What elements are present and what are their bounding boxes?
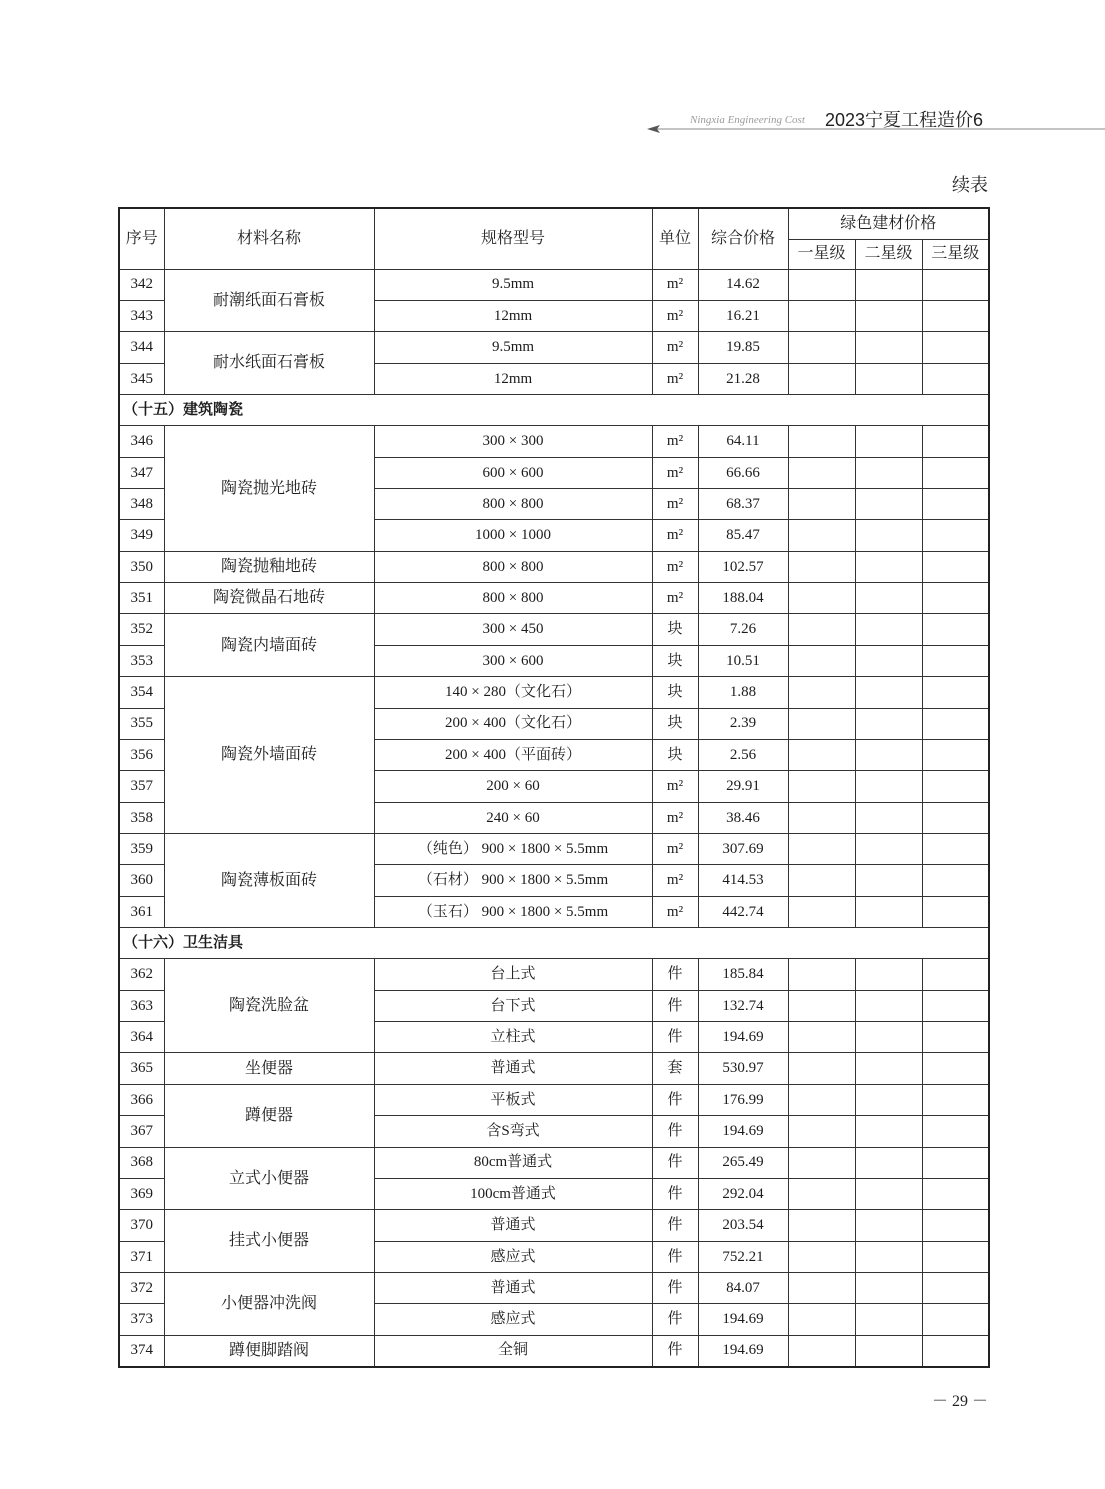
- running-head-english: Ningxia Engineering Cost: [690, 114, 805, 126]
- table-row: [119, 583, 989, 614]
- three-star-price-cell: [922, 1210, 989, 1241]
- one-star-price-cell: [788, 896, 855, 927]
- material-name-cell: 陶瓷抛光地砖: [164, 426, 374, 551]
- one-star-price-cell: [788, 1335, 855, 1366]
- composite-price-cell: 10.51: [698, 645, 788, 676]
- three-star-price-cell: [922, 614, 989, 645]
- spec-model-cell: 140 × 280（文化石）: [374, 677, 652, 708]
- three-star-price-cell: [922, 708, 989, 739]
- one-star-price-cell: [788, 990, 855, 1021]
- composite-price-cell: 194.69: [698, 1022, 788, 1053]
- one-star-price-cell: [788, 739, 855, 770]
- composite-price-cell: 19.85: [698, 332, 788, 363]
- serial-no-cell: 345: [119, 363, 164, 394]
- serial-no-cell: 362: [119, 959, 164, 990]
- section-row: [119, 394, 989, 425]
- one-star-price-cell: [788, 1084, 855, 1115]
- unit-cell: 件: [652, 1273, 698, 1304]
- table-body: [119, 269, 989, 1367]
- one-star-price-cell: [788, 426, 855, 457]
- three-star-price-cell: [922, 426, 989, 457]
- three-star-price-cell: [922, 1053, 989, 1084]
- unit-cell: m²: [652, 457, 698, 488]
- serial-no-cell: 343: [119, 300, 164, 331]
- material-name-cell: 陶瓷内墙面砖: [164, 614, 374, 677]
- unit-cell: m²: [652, 583, 698, 614]
- material-name-cell: 陶瓷抛釉地砖: [164, 551, 374, 582]
- one-star-price-cell: [788, 865, 855, 896]
- composite-price-cell: 29.91: [698, 771, 788, 802]
- spec-model-cell: 800 × 800: [374, 551, 652, 582]
- spec-model-cell: 感应式: [374, 1241, 652, 1272]
- three-star-price-cell: [922, 1273, 989, 1304]
- three-star-price-cell: [922, 990, 989, 1021]
- spec-model-cell: 300 × 450: [374, 614, 652, 645]
- unit-cell: 块: [652, 677, 698, 708]
- three-star-price-cell: [922, 583, 989, 614]
- spec-model-cell: 240 × 60: [374, 802, 652, 833]
- composite-price-cell: 21.28: [698, 363, 788, 394]
- two-star-price-cell: [855, 771, 922, 802]
- one-star-price-cell: [788, 332, 855, 363]
- two-star-price-cell: [855, 865, 922, 896]
- table-row: [119, 1210, 989, 1241]
- two-star-price-cell: [855, 300, 922, 331]
- serial-no-cell: 348: [119, 489, 164, 520]
- two-star-price-cell: [855, 645, 922, 676]
- continued-table-label: 续表: [952, 175, 988, 195]
- composite-price-cell: 85.47: [698, 520, 788, 551]
- one-star-price-cell: [788, 1178, 855, 1209]
- spec-model-cell: 300 × 300: [374, 426, 652, 457]
- composite-price-cell: 530.97: [698, 1053, 788, 1084]
- unit-cell: m²: [652, 489, 698, 520]
- two-star-price-cell: [855, 1053, 922, 1084]
- serial-no-cell: 356: [119, 739, 164, 770]
- composite-price-cell: 66.66: [698, 457, 788, 488]
- composite-price-cell: 132.74: [698, 990, 788, 1021]
- one-star-price-cell: [788, 520, 855, 551]
- table-row: [119, 426, 989, 457]
- unit-cell: 件: [652, 1116, 698, 1147]
- composite-price-cell: 64.11: [698, 426, 788, 457]
- two-star-price-cell: [855, 551, 922, 582]
- material-name-cell: 坐便器: [164, 1053, 374, 1084]
- two-star-price-cell: [855, 426, 922, 457]
- unit-cell: m²: [652, 426, 698, 457]
- three-star-price-cell: [922, 1335, 989, 1366]
- three-star-price-cell: [922, 300, 989, 331]
- serial-no-cell: 361: [119, 896, 164, 927]
- material-name-cell: 陶瓷微晶石地砖: [164, 583, 374, 614]
- one-star-price-cell: [788, 771, 855, 802]
- unit-cell: 块: [652, 708, 698, 739]
- material-name-cell: 陶瓷外墙面砖: [164, 677, 374, 834]
- two-star-price-cell: [855, 489, 922, 520]
- spec-model-cell: 12mm: [374, 363, 652, 394]
- serial-no-cell: 366: [119, 1084, 164, 1115]
- two-star-price-cell: [855, 520, 922, 551]
- serial-no-cell: 373: [119, 1304, 164, 1335]
- spec-model-cell: 立柱式: [374, 1022, 652, 1053]
- two-star-price-cell: [855, 1084, 922, 1115]
- serial-no-cell: 354: [119, 677, 164, 708]
- unit-cell: 件: [652, 990, 698, 1021]
- two-star-price-cell: [855, 1335, 922, 1366]
- three-star-price-cell: [922, 1022, 989, 1053]
- three-star-price-cell: [922, 896, 989, 927]
- two-star-price-cell: [855, 1210, 922, 1241]
- table-row: [119, 959, 989, 990]
- serial-no-cell: 371: [119, 1241, 164, 1272]
- spec-model-cell: 平板式: [374, 1084, 652, 1115]
- composite-price-cell: 185.84: [698, 959, 788, 990]
- spec-model-cell: 台上式: [374, 959, 652, 990]
- three-star-price-cell: [922, 363, 989, 394]
- serial-no-cell: 364: [119, 1022, 164, 1053]
- section-row: [119, 928, 989, 959]
- composite-price-cell: 102.57: [698, 551, 788, 582]
- two-star-price-cell: [855, 990, 922, 1021]
- one-star-price-cell: [788, 833, 855, 864]
- composite-price-cell: 2.39: [698, 708, 788, 739]
- composite-price-cell: 752.21: [698, 1241, 788, 1272]
- serial-no-cell: 349: [119, 520, 164, 551]
- one-star-price-cell: [788, 802, 855, 833]
- two-star-price-cell: [855, 739, 922, 770]
- material-price-table: [118, 207, 990, 1368]
- two-star-price-cell: [855, 1178, 922, 1209]
- composite-price-cell: 292.04: [698, 1178, 788, 1209]
- two-star-price-cell: [855, 833, 922, 864]
- material-name-cell: 挂式小便器: [164, 1210, 374, 1273]
- table-row: [119, 677, 989, 708]
- spec-model-cell: 9.5mm: [374, 269, 652, 300]
- spec-model-cell: 800 × 800: [374, 489, 652, 520]
- running-head-title: 2023宁夏工程造价6: [825, 110, 984, 130]
- one-star-price-cell: [788, 677, 855, 708]
- composite-price-cell: 265.49: [698, 1147, 788, 1178]
- three-star-price-cell: [922, 739, 989, 770]
- spec-model-cell: 80cm普通式: [374, 1147, 652, 1178]
- three-star-price-cell: [922, 520, 989, 551]
- three-star-price-cell: [922, 645, 989, 676]
- spec-model-cell: 9.5mm: [374, 332, 652, 363]
- serial-no-cell: 350: [119, 551, 164, 582]
- one-star-price-cell: [788, 363, 855, 394]
- composite-price-cell: 442.74: [698, 896, 788, 927]
- two-star-price-cell: [855, 614, 922, 645]
- header-composite-price: 综合价格: [698, 208, 788, 269]
- table-row: [119, 551, 989, 582]
- composite-price-cell: 14.62: [698, 269, 788, 300]
- material-name-cell: 立式小便器: [164, 1147, 374, 1210]
- serial-no-cell: 372: [119, 1273, 164, 1304]
- spec-model-cell: 含S弯式: [374, 1116, 652, 1147]
- spec-model-cell: （玉石） 900 × 1800 × 5.5mm: [374, 896, 652, 927]
- three-star-price-cell: [922, 1178, 989, 1209]
- one-star-price-cell: [788, 1273, 855, 1304]
- unit-cell: m²: [652, 865, 698, 896]
- material-name-cell: 陶瓷洗脸盆: [164, 959, 374, 1053]
- material-name-cell: 耐水纸面石膏板: [164, 332, 374, 395]
- unit-cell: 件: [652, 1178, 698, 1209]
- material-name-cell: 蹲便器: [164, 1084, 374, 1147]
- unit-cell: m²: [652, 332, 698, 363]
- two-star-price-cell: [855, 269, 922, 300]
- page-number: － 29 －: [931, 1393, 988, 1410]
- unit-cell: 件: [652, 1147, 698, 1178]
- table-header: [119, 208, 989, 269]
- spec-model-cell: 普通式: [374, 1053, 652, 1084]
- composite-price-cell: 203.54: [698, 1210, 788, 1241]
- table-row: [119, 1053, 989, 1084]
- two-star-price-cell: [855, 677, 922, 708]
- three-star-price-cell: [922, 332, 989, 363]
- two-star-price-cell: [855, 1273, 922, 1304]
- three-star-price-cell: [922, 269, 989, 300]
- section-title: （十五）建筑陶瓷: [119, 394, 989, 425]
- unit-cell: m²: [652, 771, 698, 802]
- one-star-price-cell: [788, 269, 855, 300]
- table-row: [119, 332, 989, 363]
- spec-model-cell: 200 × 400（文化石）: [374, 708, 652, 739]
- two-star-price-cell: [855, 959, 922, 990]
- one-star-price-cell: [788, 1147, 855, 1178]
- serial-no-cell: 359: [119, 833, 164, 864]
- one-star-price-cell: [788, 1022, 855, 1053]
- one-star-price-cell: [788, 489, 855, 520]
- one-star-price-cell: [788, 300, 855, 331]
- composite-price-cell: 188.04: [698, 583, 788, 614]
- two-star-price-cell: [855, 583, 922, 614]
- three-star-price-cell: [922, 457, 989, 488]
- header-spec-model: 规格型号: [374, 208, 652, 269]
- unit-cell: m²: [652, 833, 698, 864]
- section-title: （十六）卫生洁具: [119, 928, 989, 959]
- three-star-price-cell: [922, 1116, 989, 1147]
- two-star-price-cell: [855, 332, 922, 363]
- serial-no-cell: 358: [119, 802, 164, 833]
- two-star-price-cell: [855, 1241, 922, 1272]
- one-star-price-cell: [788, 551, 855, 582]
- spec-model-cell: 200 × 400（平面砖）: [374, 739, 652, 770]
- spec-model-cell: 100cm普通式: [374, 1178, 652, 1209]
- table-row: [119, 614, 989, 645]
- one-star-price-cell: [788, 1116, 855, 1147]
- running-head-arrow-icon: [647, 122, 1105, 136]
- unit-cell: m²: [652, 363, 698, 394]
- one-star-price-cell: [788, 1241, 855, 1272]
- serial-no-cell: 346: [119, 426, 164, 457]
- unit-cell: 件: [652, 1304, 698, 1335]
- two-star-price-cell: [855, 802, 922, 833]
- composite-price-cell: 2.56: [698, 739, 788, 770]
- material-name-cell: 小便器冲洗阀: [164, 1273, 374, 1336]
- composite-price-cell: 194.69: [698, 1116, 788, 1147]
- three-star-price-cell: [922, 833, 989, 864]
- serial-no-cell: 357: [119, 771, 164, 802]
- three-star-price-cell: [922, 677, 989, 708]
- table-row: [119, 1147, 989, 1178]
- spec-model-cell: 12mm: [374, 300, 652, 331]
- spec-model-cell: 600 × 600: [374, 457, 652, 488]
- serial-no-cell: 351: [119, 583, 164, 614]
- serial-no-cell: 353: [119, 645, 164, 676]
- spec-model-cell: （石材） 900 × 1800 × 5.5mm: [374, 865, 652, 896]
- three-star-price-cell: [922, 1147, 989, 1178]
- one-star-price-cell: [788, 1304, 855, 1335]
- spec-model-cell: 200 × 60: [374, 771, 652, 802]
- material-name-cell: 陶瓷薄板面砖: [164, 833, 374, 927]
- spec-model-cell: 全铜: [374, 1335, 652, 1366]
- one-star-price-cell: [788, 457, 855, 488]
- running-head: [647, 104, 1105, 138]
- serial-no-cell: 352: [119, 614, 164, 645]
- composite-price-cell: 38.46: [698, 802, 788, 833]
- serial-no-cell: 374: [119, 1335, 164, 1366]
- unit-cell: 件: [652, 1084, 698, 1115]
- spec-model-cell: 1000 × 1000: [374, 520, 652, 551]
- unit-cell: 件: [652, 1241, 698, 1272]
- unit-cell: 块: [652, 739, 698, 770]
- two-star-price-cell: [855, 1304, 922, 1335]
- material-name-cell: 耐潮纸面石膏板: [164, 269, 374, 332]
- serial-no-cell: 370: [119, 1210, 164, 1241]
- one-star-price-cell: [788, 1053, 855, 1084]
- serial-no-cell: 368: [119, 1147, 164, 1178]
- composite-price-cell: 307.69: [698, 833, 788, 864]
- three-star-price-cell: [922, 1084, 989, 1115]
- unit-cell: m²: [652, 896, 698, 927]
- two-star-price-cell: [855, 1147, 922, 1178]
- serial-no-cell: 355: [119, 708, 164, 739]
- two-star-price-cell: [855, 363, 922, 394]
- unit-cell: 件: [652, 1335, 698, 1366]
- header-one-star: 一星级: [788, 239, 855, 269]
- one-star-price-cell: [788, 708, 855, 739]
- serial-no-cell: 363: [119, 990, 164, 1021]
- composite-price-cell: 7.26: [698, 614, 788, 645]
- header-green-material-price: 绿色建材价格: [788, 208, 989, 239]
- unit-cell: 块: [652, 614, 698, 645]
- unit-cell: 件: [652, 1210, 698, 1241]
- header-material-name: 材料名称: [164, 208, 374, 269]
- spec-model-cell: 800 × 800: [374, 583, 652, 614]
- composite-price-cell: 16.21: [698, 300, 788, 331]
- one-star-price-cell: [788, 614, 855, 645]
- composite-price-cell: 1.88: [698, 677, 788, 708]
- unit-cell: 套: [652, 1053, 698, 1084]
- spec-model-cell: （纯色） 900 × 1800 × 5.5mm: [374, 833, 652, 864]
- one-star-price-cell: [788, 645, 855, 676]
- table-row: [119, 269, 989, 300]
- table-row: [119, 1335, 989, 1366]
- serial-no-cell: 344: [119, 332, 164, 363]
- header-unit: 单位: [652, 208, 698, 269]
- serial-no-cell: 369: [119, 1178, 164, 1209]
- one-star-price-cell: [788, 1210, 855, 1241]
- composite-price-cell: 194.69: [698, 1304, 788, 1335]
- serial-no-cell: 360: [119, 865, 164, 896]
- unit-cell: m²: [652, 300, 698, 331]
- unit-cell: 块: [652, 645, 698, 676]
- unit-cell: m²: [652, 802, 698, 833]
- header-row-top: [119, 208, 989, 239]
- unit-cell: m²: [652, 269, 698, 300]
- spec-model-cell: 普通式: [374, 1273, 652, 1304]
- serial-no-cell: 367: [119, 1116, 164, 1147]
- material-name-cell: 蹲便脚踏阀: [164, 1335, 374, 1366]
- three-star-price-cell: [922, 1304, 989, 1335]
- header-three-star: 三星级: [922, 239, 989, 269]
- three-star-price-cell: [922, 551, 989, 582]
- spec-model-cell: 感应式: [374, 1304, 652, 1335]
- three-star-price-cell: [922, 489, 989, 520]
- three-star-price-cell: [922, 865, 989, 896]
- composite-price-cell: 68.37: [698, 489, 788, 520]
- table-row: [119, 833, 989, 864]
- serial-no-cell: 342: [119, 269, 164, 300]
- three-star-price-cell: [922, 771, 989, 802]
- header-two-star: 二星级: [855, 239, 922, 269]
- composite-price-cell: 84.07: [698, 1273, 788, 1304]
- one-star-price-cell: [788, 959, 855, 990]
- unit-cell: m²: [652, 551, 698, 582]
- composite-price-cell: 176.99: [698, 1084, 788, 1115]
- composite-price-cell: 414.53: [698, 865, 788, 896]
- unit-cell: 件: [652, 1022, 698, 1053]
- composite-price-cell: 194.69: [698, 1335, 788, 1366]
- header-serial-no: 序号: [119, 208, 164, 269]
- three-star-price-cell: [922, 802, 989, 833]
- unit-cell: 件: [652, 959, 698, 990]
- table-row: [119, 1084, 989, 1115]
- one-star-price-cell: [788, 583, 855, 614]
- three-star-price-cell: [922, 959, 989, 990]
- three-star-price-cell: [922, 1241, 989, 1272]
- spec-model-cell: 普通式: [374, 1210, 652, 1241]
- serial-no-cell: 365: [119, 1053, 164, 1084]
- spec-model-cell: 300 × 600: [374, 645, 652, 676]
- two-star-price-cell: [855, 1116, 922, 1147]
- table-row: [119, 1273, 989, 1304]
- two-star-price-cell: [855, 457, 922, 488]
- two-star-price-cell: [855, 896, 922, 927]
- two-star-price-cell: [855, 1022, 922, 1053]
- two-star-price-cell: [855, 708, 922, 739]
- unit-cell: m²: [652, 520, 698, 551]
- spec-model-cell: 台下式: [374, 990, 652, 1021]
- serial-no-cell: 347: [119, 457, 164, 488]
